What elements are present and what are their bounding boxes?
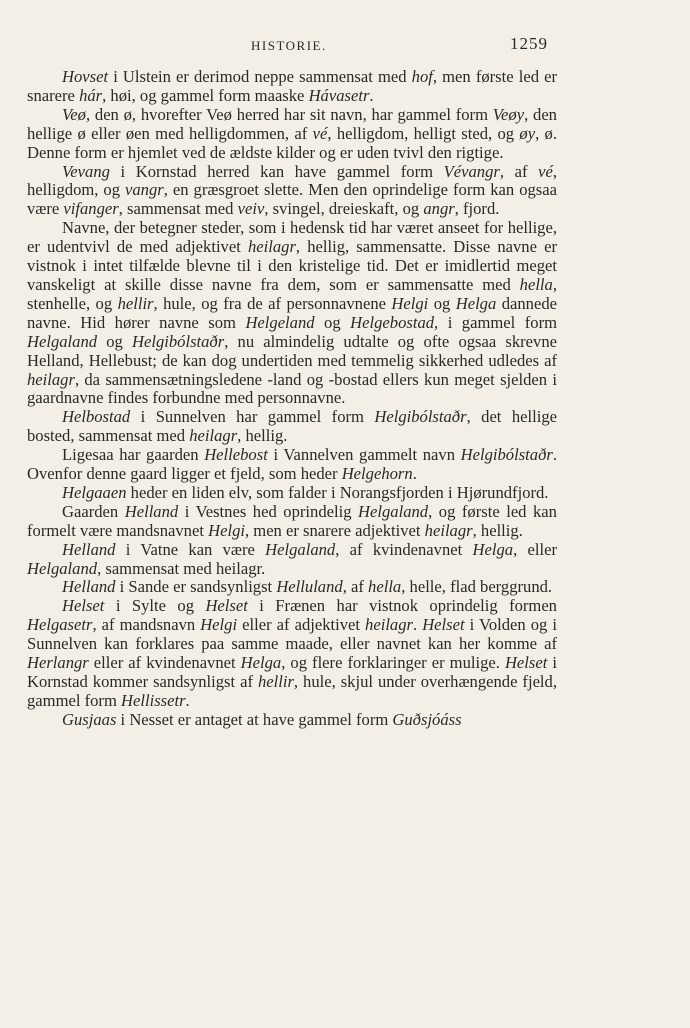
text-run: , nu almindelig udtalte og ofte ogsaa skrevne Helland, Hellebust; de kan dog undertiden med temmelig sikkerhed udledes af — [27, 331, 558, 370]
italic-term: Helgi — [391, 293, 429, 313]
text-run: , i gammel form — [434, 312, 557, 332]
page-header — [0, 34, 690, 58]
text-run: . — [412, 615, 423, 635]
italic-term: Helgi — [200, 615, 238, 635]
page-number: 1259 — [510, 34, 548, 53]
italic-term: Herlangr — [27, 653, 89, 673]
text-run: , men første led er snarere — [27, 67, 557, 105]
text-run: i Kornstad kommer sandsynligst af — [27, 653, 557, 691]
paragraph — [27, 484, 557, 503]
text-run: , stenhelle, og — [27, 274, 557, 313]
text-run: , af — [499, 161, 539, 181]
italic-term: Helgebostad — [350, 312, 435, 332]
italic-term: Helga — [240, 653, 282, 673]
italic-term: Helgibólstaðr — [132, 331, 225, 351]
italic-term: hár — [79, 85, 103, 105]
italic-term: Helset — [62, 596, 105, 616]
text-run: eller af adjektivet — [237, 615, 366, 635]
italic-term: hellir — [257, 672, 294, 691]
text-run: , helle, flad berggrund. — [401, 577, 553, 597]
text-run: i Frænen har vistnok oprindelig formen — [247, 596, 557, 616]
italic-term: Hávasetr — [308, 85, 370, 105]
text-run: . — [185, 690, 190, 710]
text-run: i Vannelven gammelt navn — [267, 445, 461, 465]
italic-term: vifanger — [63, 199, 119, 219]
italic-term: Helga — [455, 293, 497, 313]
text-run: eller af kvindenavnet — [88, 653, 241, 673]
text-run: , sammensat med heilagr. — [97, 558, 266, 578]
text-run: i Kornstad herred kan have gammel form — [109, 161, 444, 181]
text-run: heder en liden elv, som falder i Norangsfjorden i Hjørundfjord. — [126, 482, 549, 502]
text-run: , fjord. — [454, 199, 500, 219]
text-run: , hellig. — [237, 426, 288, 446]
text-run: . — [412, 464, 417, 484]
text-run: , og flere forklaringer er mulige. — [281, 653, 505, 673]
paragraph — [27, 541, 557, 579]
italic-term: Veø — [62, 104, 86, 124]
text-run: og — [428, 293, 456, 313]
italic-term: hella — [519, 274, 553, 294]
italic-term: Helgehorn — [341, 464, 413, 484]
text-run: og — [97, 331, 132, 351]
text-run: , hule, og fra de af personnavnene — [153, 293, 392, 313]
italic-term: Helset — [205, 596, 248, 616]
italic-term: Helgaland — [358, 501, 429, 521]
text-run: , men er snarere adjektivet — [244, 520, 425, 540]
body-text — [27, 68, 557, 730]
text-run: og — [314, 312, 351, 332]
text-run: i Sunnelven har gammel form — [130, 407, 375, 427]
text-run: , den hellige ø eller øen med helligdommen, af — [27, 104, 557, 143]
paragraph — [27, 446, 557, 484]
paragraph — [27, 68, 557, 106]
italic-term: heilagr — [365, 615, 413, 635]
paragraph — [27, 163, 557, 220]
text-run: , sammensat med — [118, 199, 238, 219]
text-run: , da sammensætningsledene -land og -bostad ellers kun meget sjelden i gaardnavne findes forbundne med personnavne. — [27, 369, 557, 408]
italic-term: Helgeland — [245, 312, 315, 332]
italic-term: Veøy — [492, 104, 525, 124]
paragraph — [27, 597, 557, 710]
text-run: . Ovenfor denne gaard ligger et fjeld, som heder — [27, 445, 557, 484]
text-run: , helligdom, og — [27, 161, 557, 200]
italic-term: heilagr — [189, 426, 238, 446]
italic-term: heilagr — [424, 520, 473, 540]
italic-term: Helgaaen — [62, 482, 127, 502]
text-run: , en græsgroet slette. Men den oprindelige form kan ogsaa være — [27, 180, 557, 219]
paragraph — [27, 219, 557, 408]
italic-term: Helgi — [208, 520, 245, 540]
text-run: , og første led kan formelt være mandsnavnet — [27, 501, 557, 540]
text-run: i Sylte og — [104, 596, 206, 616]
italic-term: Helga — [472, 539, 514, 559]
paragraph — [27, 503, 557, 541]
italic-term: Helland — [62, 577, 116, 597]
paragraph — [27, 408, 557, 446]
text-run: , svingel, dreieskaft, og — [264, 199, 424, 219]
text-run: , ø. Denne form er hjemlet ved de ældste kilder og er uden tvivl den rigtige. — [27, 123, 557, 162]
italic-term: Helgibólstaðr — [460, 445, 553, 465]
italic-term: angr — [423, 199, 455, 219]
italic-term: vé — [538, 161, 553, 181]
italic-term: øy — [519, 123, 536, 143]
text-run: , den ø, hvorefter Veø herred har sit navn, har gammel form — [85, 104, 493, 124]
italic-term: Helluland — [276, 577, 343, 597]
italic-term: Vévangr — [443, 161, 500, 181]
text-run: Ligesaa har gaarden — [62, 445, 205, 465]
italic-term: Helland — [124, 501, 179, 521]
text-run: i Nesset er antaget at have gammel form — [116, 709, 393, 729]
text-run: i Vatne kan være — [115, 539, 266, 559]
italic-term: Helset — [504, 653, 548, 673]
italic-term: vé — [312, 123, 328, 143]
italic-term: Guðsjóáss — [392, 709, 462, 729]
text-run: , det hellige bosted, sammensat med — [27, 407, 557, 446]
text-run: i Sande er sandsynligst — [115, 577, 277, 597]
italic-term: Helland — [62, 539, 116, 559]
paragraph — [27, 711, 557, 730]
text-run: , hule, skjul under overhængende fjeld, gammel form — [27, 672, 557, 710]
text-run: , af — [342, 577, 369, 597]
text-run: , helligdom, helligt sted, og — [327, 123, 520, 143]
italic-term: hellir — [117, 293, 154, 313]
text-run: dannede navne. Hid hører navne som — [27, 293, 557, 332]
running-head: HISTORIE. — [251, 38, 327, 53]
text-run: i Vestnes hed oprindelig — [178, 501, 359, 521]
italic-term: Helbostad — [62, 407, 131, 427]
text-run: . — [369, 85, 374, 105]
italic-term: Vevang — [62, 161, 110, 181]
italic-term: hof — [411, 67, 433, 86]
italic-term: hella — [368, 577, 402, 597]
italic-term: Helgibólstaðr — [374, 407, 467, 427]
paragraph — [27, 578, 557, 597]
italic-term: Helgaland — [27, 558, 98, 578]
text-run: , høi, og gammel form maaske — [102, 85, 309, 105]
italic-term: Helgaland — [265, 539, 336, 559]
text-run: , hellig. — [472, 520, 523, 540]
paragraph — [27, 106, 557, 163]
italic-term: Hellissetr — [121, 690, 186, 710]
text-run: i Volden og i Sunnelven kan forklares paa samme maade, eller navnet kan her komme af — [27, 615, 557, 654]
italic-term: Hellebost — [204, 445, 268, 465]
italic-term: Helset — [422, 615, 465, 635]
italic-term: heilagr — [247, 237, 296, 257]
text-run: , af mandsnavn — [92, 615, 201, 635]
italic-term: Gusjaas — [62, 709, 117, 729]
text-run: , af kvindenavnet — [335, 539, 473, 559]
italic-term: vangr — [125, 180, 164, 200]
text-run: , eller — [513, 539, 557, 559]
text-run: Gaarden — [62, 501, 125, 521]
italic-term: veiv — [237, 199, 265, 219]
italic-term: Helgaland — [27, 331, 98, 351]
text-run: i Ulstein er derimod neppe sammensat med — [108, 67, 412, 86]
italic-term: Hovset — [62, 67, 109, 86]
italic-term: Helgasetr — [27, 615, 93, 635]
text-run: Navne, der betegner steder, som i hedensk tid har været anseet for hellige, er udentvivl de med adjektivet — [27, 218, 557, 257]
italic-term: heilagr — [27, 369, 75, 389]
text-run: , hellig, sammensatte. Disse navne er vistnok i intet tilfælde blevne til i den kristelige tid. Det er imidlertid meget vanskeligt at skille disse navne fra dem, som er sammensatte med — [27, 237, 557, 294]
